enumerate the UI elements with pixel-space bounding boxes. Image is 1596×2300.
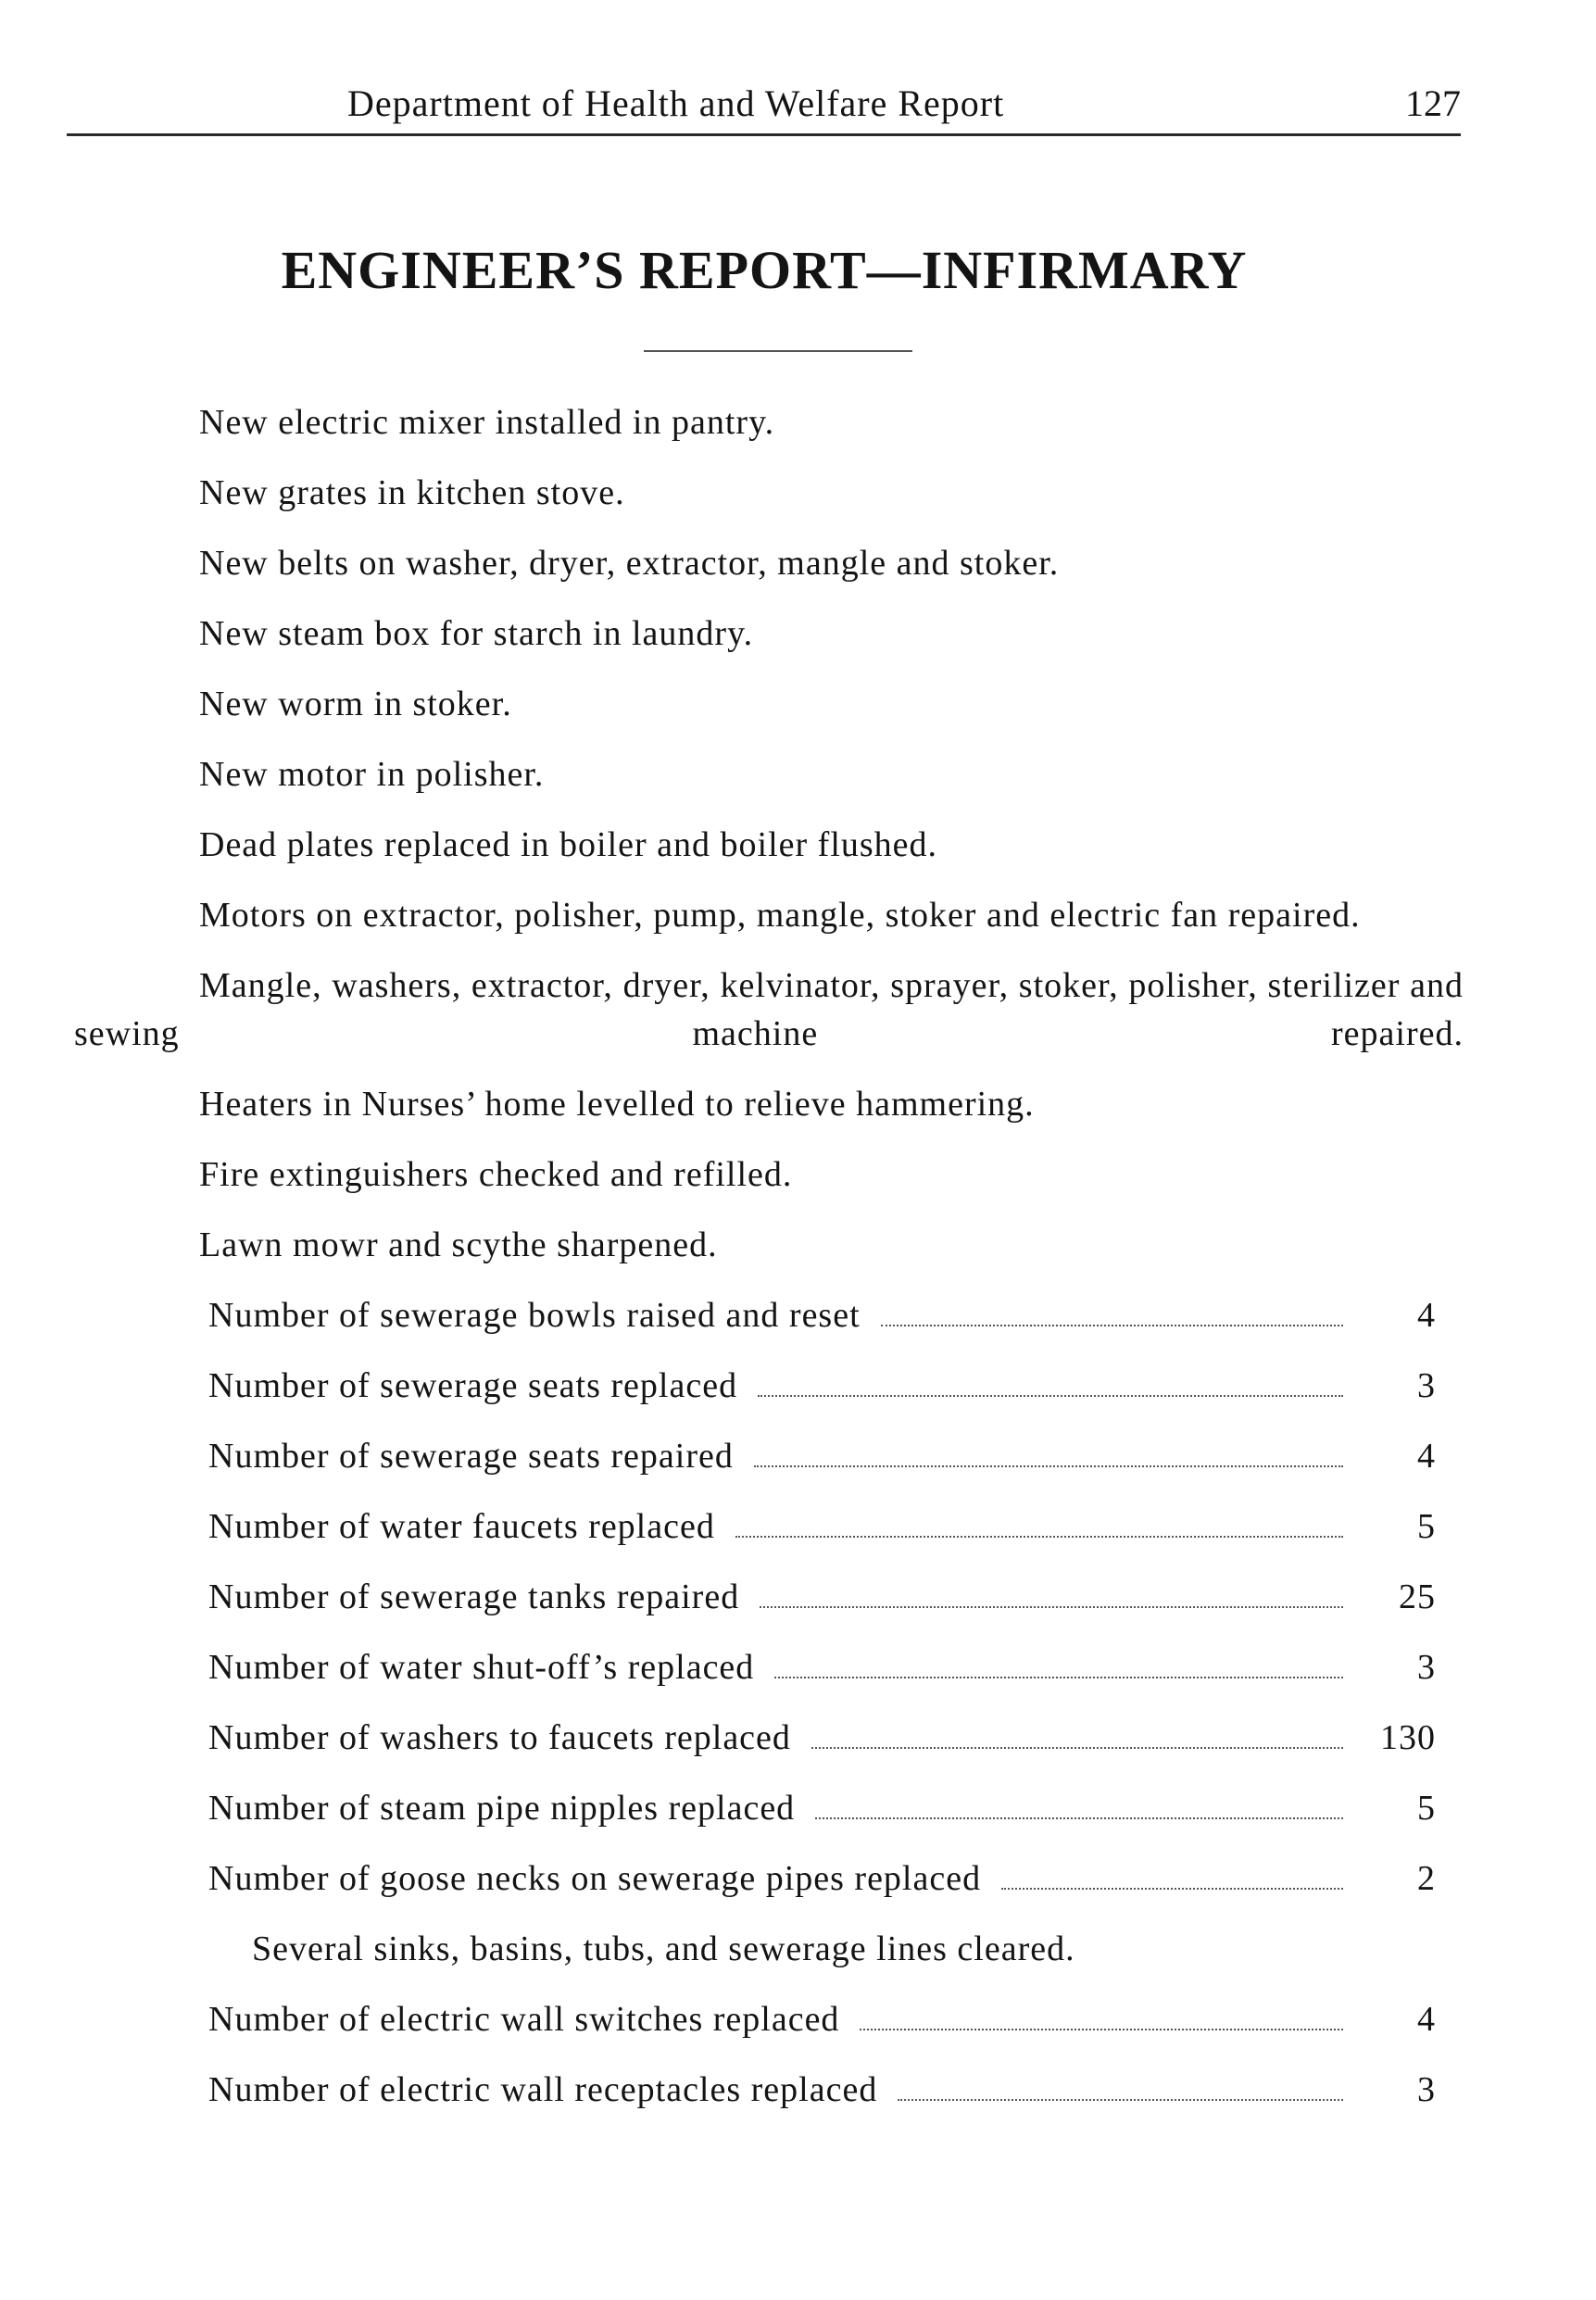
page-header (67, 76, 1461, 136)
count-label: Number of electric wall receptacles replaced (208, 2070, 878, 2109)
report-title: ENGINEER’S REPORT—INFIRMARY (281, 240, 1248, 300)
dot-leader (860, 2029, 1343, 2030)
count-label: Number of sewerage seats repaired (208, 1437, 734, 1476)
dot-leader (881, 1325, 1343, 1326)
count-value: 4 (1417, 1437, 1436, 1476)
count-label: Number of sewerage seats replaced (208, 1366, 738, 1405)
count-label: Number of electric wall switches replaced (208, 2000, 840, 2039)
count-label: Number of steam pipe nipples replaced (208, 1789, 796, 1828)
report-item: Motors on extractor, polisher, pump, mangle, stoker and electric fan repaired. (199, 896, 1361, 935)
dot-leader (760, 1606, 1343, 1608)
report-item: New grates in kitchen stove. (199, 473, 625, 512)
count-value: 4 (1417, 2000, 1436, 2039)
dot-leader (754, 1465, 1343, 1467)
count-value: 5 (1417, 1789, 1436, 1828)
dot-leader (774, 1677, 1343, 1678)
report-item: New belts on washer, dryer, extractor, mangle and stoker. (199, 544, 1060, 583)
count-label: Number of goose necks on sewerage pipes replaced (208, 1859, 982, 1898)
count-label: Number of sewerage bowls raised and reset (208, 1296, 861, 1335)
report-item: Mangle, washers, extractor, dryer, kelvinator, sprayer, stoker, polisher, sterilizer and sewing machine repaired. (74, 966, 1464, 1053)
count-value: 4 (1417, 1296, 1436, 1335)
cleared-note: Several sinks, basins, tubs, and sewerage lines cleared. (252, 1929, 1075, 1968)
count-row (74, 1995, 1464, 2043)
count-row (74, 1714, 1464, 1762)
report-item: Fire extinguishers checked and refilled. (199, 1155, 793, 1194)
count-label: Number of water faucets replaced (208, 1507, 715, 1546)
report-item: New steam box for starch in laundry. (199, 614, 754, 653)
count-row (74, 1362, 1464, 1410)
count-row (74, 1784, 1464, 1832)
count-value: 130 (1380, 1718, 1436, 1757)
report-body (74, 398, 1464, 2136)
dot-leader (811, 1747, 1343, 1749)
report-item: Heaters in Nurses’ home levelled to relieve hammering. (199, 1085, 1035, 1124)
dot-leader (1001, 1888, 1343, 1890)
running-title: Department of Health and Welfare Report (347, 82, 1005, 124)
count-value: 25 (1399, 1577, 1436, 1616)
count-label: Number of sewerage tanks repaired (208, 1577, 740, 1616)
report-item: New worm in stoker. (199, 685, 512, 723)
report-item: Dead plates replaced in boiler and boiler flushed. (199, 825, 938, 864)
page-number: 127 (1405, 82, 1461, 124)
count-value: 2 (1417, 1859, 1436, 1898)
dot-leader (735, 1536, 1343, 1538)
count-row (74, 1291, 1464, 1339)
title-divider (644, 350, 912, 352)
count-row (74, 1432, 1464, 1480)
count-row (74, 1502, 1464, 1551)
dot-leader (758, 1395, 1343, 1397)
count-label: Number of washers to faucets replaced (208, 1718, 791, 1757)
count-value: 3 (1417, 1648, 1436, 1687)
count-value: 5 (1417, 1507, 1436, 1546)
count-value: 3 (1417, 1366, 1436, 1405)
report-item: New motor in polisher. (199, 755, 545, 794)
count-value: 3 (1417, 2070, 1436, 2109)
count-row (74, 1854, 1464, 1903)
dot-leader (898, 2099, 1343, 2101)
report-item: Lawn mowr and scythe sharpened. (199, 1225, 718, 1264)
count-row (74, 1573, 1464, 1621)
count-label: Number of water shut-off’s replaced (208, 1648, 755, 1687)
report-item: New electric mixer installed in pantry. (199, 403, 775, 442)
count-row (74, 1643, 1464, 1691)
count-row (74, 2066, 1464, 2114)
dot-leader (815, 1817, 1343, 1819)
